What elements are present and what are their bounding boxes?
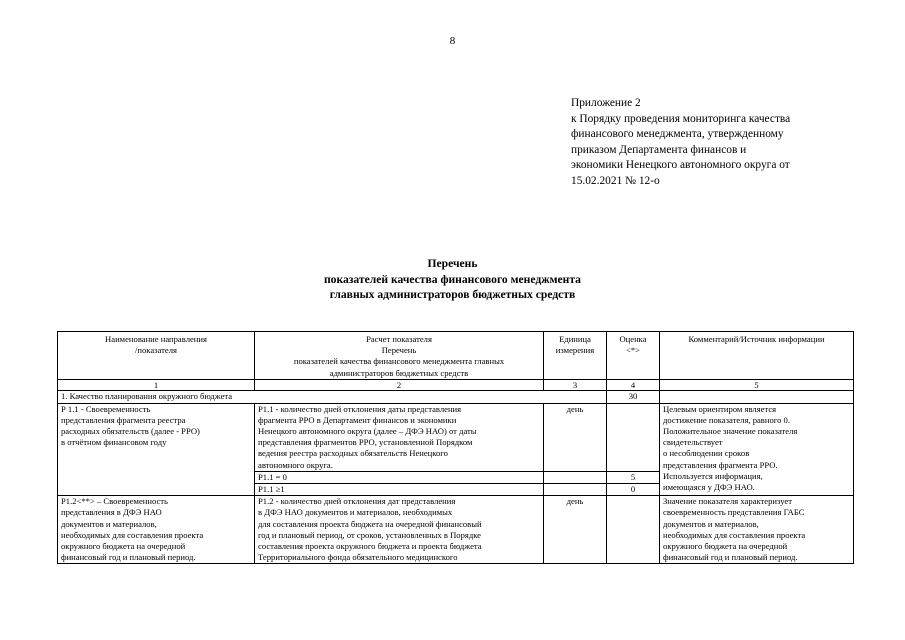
appendix-line: финансового менеджмента, утвержденному (571, 128, 784, 140)
table-row (58, 403, 854, 471)
title-line: главных администраторов бюджетных средств (329, 288, 576, 301)
page-number: 8 (449, 35, 456, 47)
indicator-unit: день (544, 403, 607, 471)
indicator-name: Р 1.1 - Своевременность представления фрагмента реестра расходных обязательств (далее - РРО) в отчётном финансовом году (58, 403, 255, 496)
section-row (58, 391, 854, 403)
header-calc-line: показателей качества финансового менеджмента главных (293, 356, 505, 367)
column-number: 4 (607, 379, 660, 391)
header-comment: Комментарий/Источник информации (660, 332, 854, 380)
header-score: Оценка <*> (607, 332, 660, 380)
title-line: показателей качества финансового менеджмента (324, 272, 581, 286)
indicator-name: Р1.2<**> – Своевременность представления в ДФЭ НАО документов и материалов, необходимых для составления проекта окружного бюджета на очередной финансовый год и плановый период. (58, 496, 255, 564)
condition-score: 5 (607, 471, 660, 483)
indicator-unit: день (544, 496, 607, 564)
indicator-calculation: Р1.1 - количество дней отклонения даты представления фрагмента РРО в Департамент финансов и экономики Ненецкого автономного округа (далее – ДФЭ НАО) от даты представления фрагментов РРО, установленной Порядком ведения реестра расходных обязательств Ненецкого автономного округа. (255, 403, 544, 471)
indicator-calculation: Р1.2 - количество дней отклонения дат представления в ДФЭ НАО документов и материалов, необходимых для составления проекта бюджета на очередной финансовый год и плановый период, от сроков, установленных в Порядке составления проекта окружного бюджета и проекта бюджета Территориального фонда обязательного медицинского (255, 496, 544, 564)
header-unit: Единица измерения (544, 332, 607, 380)
indicator-comment: Значение показателя характеризует своевременность представления ГАБС документов и материалов, необходимых для составления проекта окружного бюджета на очередной финансовый год и плановый период. (660, 496, 854, 564)
unit-empty (544, 483, 607, 495)
condition-cell: Р1.1 = 0 (255, 471, 544, 483)
column-number: 1 (58, 379, 255, 391)
table-header-row (58, 332, 854, 380)
header-calc-line: администраторов бюджетных средств (329, 367, 469, 378)
header-calc-line: Перечень (381, 345, 417, 356)
indicator-score-empty (607, 403, 660, 471)
header-calculation (255, 332, 544, 380)
indicator-comment: Целевым ориентиром является достижение показателя, равного 0. Положительное значение показателя свидетельствует о несоблюдении сроков представления фрагмента РРО. Используется информация, имеющаяся у ДФЭ НАО. (660, 403, 854, 496)
column-number: 5 (660, 379, 854, 391)
table-row (58, 496, 854, 564)
column-number: 3 (544, 379, 607, 391)
appendix-line: приказом Департамента финансов и (571, 143, 747, 156)
unit-empty (544, 471, 607, 483)
header-calc-line: Расчет показателя (366, 334, 432, 344)
title-line: Перечень (427, 257, 478, 270)
section-comment-empty (660, 391, 854, 403)
appendix-line: экономики Ненецкого автономного округа от (571, 159, 790, 171)
column-numbers-row (58, 379, 854, 391)
condition-score: 0 (607, 483, 660, 495)
section-label: 1. Качество планирования окружного бюджета (58, 391, 607, 403)
condition-cell: Р1.1 ≥1 (255, 483, 544, 495)
document-title (0, 256, 905, 303)
indicator-score-empty (607, 496, 660, 564)
column-number: 2 (255, 379, 544, 391)
section-score: 30 (607, 391, 660, 403)
appendix-line: к Порядку проведения мониторинга качества (571, 112, 791, 125)
appendix-line: 15.02.2021 № 12-о (571, 174, 660, 187)
appendix-line: Приложение 2 (571, 97, 641, 109)
header-direction-name: Наименование направления /показателя (58, 332, 255, 380)
appendix-block (571, 96, 871, 189)
indicators-table (57, 331, 854, 564)
